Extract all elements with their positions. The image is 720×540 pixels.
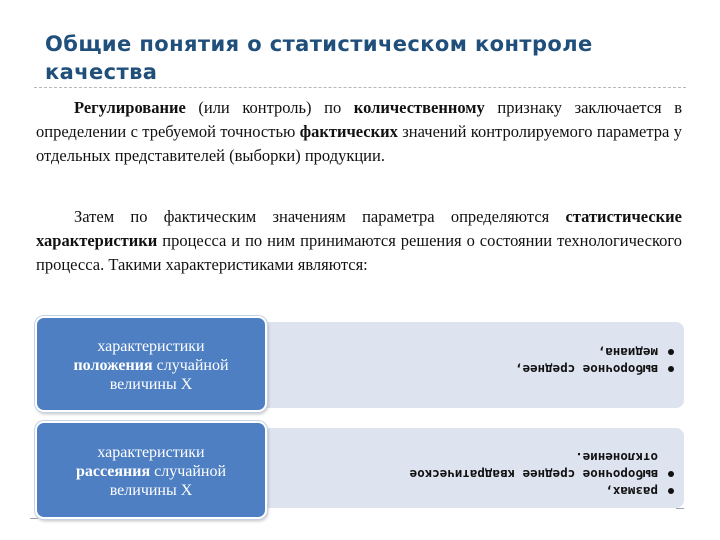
box-line: величины Х [109,481,193,499]
term-statistical-characteristics: статистические характеристики [36,207,682,250]
list-item: выборочное среднее квадратическое отклонение. [320,449,680,483]
slide-title: Общие понятия о статистическом контроле качества [45,32,593,84]
box-line-rest: случайной [152,356,229,374]
list-item: размах, [320,483,680,500]
corner-mark-right [676,508,684,509]
box-line [37,462,265,481]
box-line: характеристики [97,337,205,355]
para1-text3: значений контролируемого параметра у отдельных представителей (выборки) продукции. [36,122,682,165]
location-characteristics-box [35,316,267,412]
paragraph-regulation [36,96,682,168]
box-term-location: положения [73,356,153,374]
dispersion-items-list [320,428,680,500]
list-item: медиана, [320,344,680,361]
corner-mark-left [30,518,38,519]
para2-text2: процесса и по ним принимаются решения о состоянии технологического процесса. Такими характеристиками являются: [36,231,682,274]
para1-text1: (или контроль) по [185,98,354,117]
box-line-rest: случайной [150,462,227,480]
box-line [37,356,265,375]
dispersion-characteristics-box [35,421,267,519]
title-divider [34,87,686,88]
term-actual: фактических [299,122,398,141]
box-line: величины Х [109,375,193,393]
location-items-list [320,328,680,378]
para2-text1: Затем по фактическим значениям параметра определяются [74,207,566,226]
box-term-dispersion: рассеяния [75,462,151,480]
box-line: характеристики [97,443,205,461]
paragraph-characteristics [36,205,682,277]
term-regulation: Регулирование [74,98,186,117]
para1-text2: признаку заключается в определении с требуемой точностью [36,98,682,141]
term-quantitative: количественному [353,98,485,117]
list-item: выборочное среднее, [320,361,680,378]
